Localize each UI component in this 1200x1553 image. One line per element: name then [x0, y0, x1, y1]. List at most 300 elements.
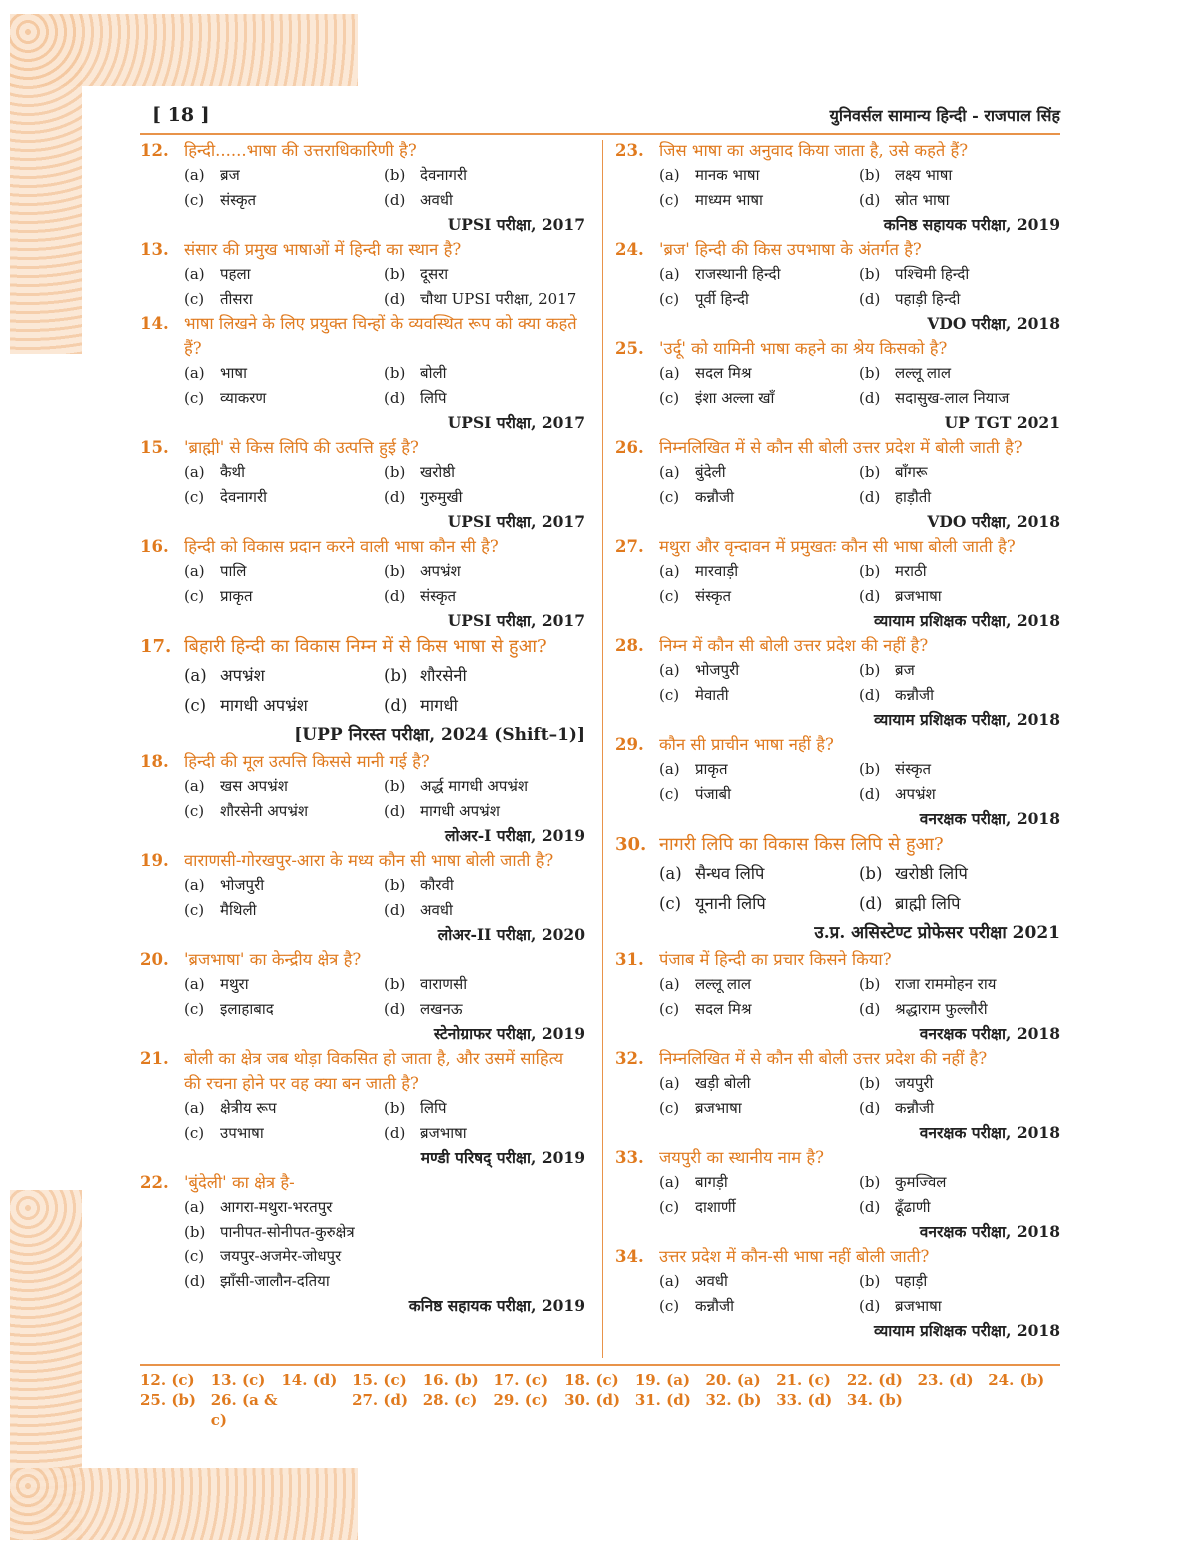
options-grid: [140, 163, 585, 212]
question-block: [615, 534, 1060, 633]
answer-item: 24. (b): [988, 1371, 1045, 1389]
option-label: (a): [659, 864, 682, 883]
option-text: तीसरा: [220, 289, 253, 308]
option-label: (c): [184, 190, 205, 209]
option-label: (d): [859, 1296, 881, 1315]
option-text: प्राकृत: [695, 760, 728, 778]
question-text: निम्नलिखित में से कौन सी बोली उत्तर प्रदेश की नहीं है?: [659, 1049, 988, 1068]
option-label: (a): [184, 1099, 205, 1117]
option: [184, 1244, 584, 1269]
option: [659, 287, 859, 312]
question-block: [615, 1145, 1060, 1244]
option-text: बुंदेली: [695, 463, 726, 481]
options-grid: [140, 1195, 585, 1293]
option: [184, 691, 384, 721]
option-label: (a): [184, 166, 205, 184]
option: [384, 898, 584, 923]
option: [659, 1195, 859, 1220]
option-text: बोली: [420, 364, 447, 382]
option-text: सदल मिश्र: [695, 999, 752, 1018]
exam-source: वनरक्षक परीक्षा, 2018: [919, 809, 1060, 828]
exam-source: UPSI परीक्षा, 2017: [447, 611, 585, 630]
option-label: (c): [659, 1098, 680, 1117]
option-text: वाराणसी: [420, 975, 468, 993]
option: [184, 972, 384, 997]
option: [384, 584, 584, 609]
option-label: (d): [384, 487, 406, 506]
question-text: नागरी लिपि का विकास किस लिपि से हुआ?: [659, 834, 944, 855]
question-number: 16.: [140, 537, 169, 556]
answer-item: 19. (a): [634, 1371, 691, 1389]
option-text: माध्यम भाषा: [695, 190, 763, 209]
option-label: (c): [659, 190, 680, 209]
exam-source: लोअर-II परीक्षा, 2020: [437, 925, 585, 944]
option: [659, 1269, 859, 1294]
question-block: [615, 1244, 1060, 1343]
question-row: [615, 1244, 1060, 1269]
exam-source: कनिष्ठ सहायक परीक्षा, 2019: [408, 1296, 585, 1315]
answer-item: 18. (c): [564, 1371, 619, 1389]
option: [384, 799, 584, 824]
option: [659, 1071, 859, 1096]
exam-source: स्टेनोग्राफर परीक्षा, 2019: [433, 1024, 585, 1043]
question-block: [615, 336, 1060, 435]
exam-source: UPSI परीक्षा, 2017: [447, 413, 585, 432]
option-label: (d): [859, 894, 883, 913]
option: [659, 460, 859, 485]
option-text: अपभ्रंश: [220, 666, 265, 685]
options-grid: [140, 262, 585, 311]
options-grid: [140, 873, 585, 922]
question-text: निम्नलिखित में से कौन सी बोली उत्तर प्रदेश में बोली जाती है?: [659, 438, 1023, 457]
answer-item: 27. (d): [352, 1391, 409, 1409]
left-column: [140, 138, 585, 1318]
option-text: यूनानी लिपि: [695, 894, 766, 913]
option: [659, 386, 859, 411]
option-text: हाड़ौती: [895, 487, 932, 506]
option-text: इलाहाबाद: [220, 999, 274, 1018]
question-number: 12.: [140, 141, 169, 160]
option-label: (d): [384, 801, 406, 820]
option: [859, 782, 1059, 807]
question-text: पंजाब में हिन्दी का प्रचार किसने किया?: [659, 950, 892, 969]
option-text: ब्रजभाषा: [895, 586, 942, 605]
question-number: 20.: [140, 950, 169, 969]
option-text: कुमज्विल: [895, 1173, 947, 1191]
question-block: [615, 732, 1060, 831]
option: [659, 584, 859, 609]
answer-rule: [140, 1364, 1060, 1366]
option-text: मागधी: [420, 696, 458, 715]
option-text: लल्लू लाल: [695, 975, 752, 993]
option-text: ब्रजभाषा: [420, 1123, 467, 1142]
option-text: लल्लू लाल: [895, 364, 952, 382]
option-text: ब्रज: [895, 661, 915, 679]
option-text: कन्नौजी: [695, 1296, 734, 1315]
option-text: खरोष्ठी: [420, 463, 456, 481]
options-grid: [615, 972, 1060, 1021]
options-grid: [615, 1269, 1060, 1318]
option: [859, 997, 1059, 1022]
option-text: संस्कृत: [420, 586, 457, 605]
option: [659, 1294, 859, 1319]
option: [859, 188, 1059, 213]
option-label: (c): [659, 487, 680, 506]
question-number: 27.: [615, 537, 644, 556]
option-label: (b): [184, 1222, 206, 1241]
question-block: [140, 534, 585, 633]
option: [384, 1121, 584, 1146]
option-label: (d): [859, 388, 881, 407]
option-text: मैथिली: [220, 900, 257, 919]
question-number: 15.: [140, 438, 169, 457]
option-text: कन्नौजी: [895, 1098, 934, 1117]
option-text: भोजपुरी: [220, 876, 265, 894]
option: [859, 559, 1059, 584]
option-label: (c): [659, 894, 682, 913]
option: [659, 361, 859, 386]
option: [184, 262, 384, 287]
option: [384, 386, 584, 411]
option: [184, 287, 384, 312]
option: [384, 972, 584, 997]
option: [859, 972, 1059, 997]
option-label: (d): [184, 1271, 206, 1290]
question-number: 17.: [140, 636, 172, 657]
option-label: (b): [859, 166, 881, 184]
option-label: (b): [384, 364, 406, 382]
option-text: देवनागरी: [420, 166, 467, 184]
answer-item: 13. (c): [210, 1371, 266, 1389]
option-text: पंजाबी: [695, 784, 731, 803]
options-grid: [140, 1096, 585, 1145]
option-text: पहाड़ी: [895, 1272, 928, 1290]
option-text: बागड़ी: [695, 1173, 728, 1191]
option-text: कौरवी: [420, 876, 454, 894]
option-label: (a): [659, 463, 680, 481]
option-text: अपभ्रंश: [420, 562, 461, 580]
option: [384, 691, 584, 721]
exam-source: वनरक्षक परीक्षा, 2018: [919, 1123, 1060, 1142]
option: [184, 799, 384, 824]
question-block: [140, 633, 585, 749]
option-text: मराठी: [895, 562, 927, 580]
question-block: [615, 435, 1060, 534]
answer-item: 17. (c): [493, 1371, 549, 1389]
answer-item: 15. (c): [352, 1371, 407, 1389]
option-label: (d): [384, 289, 406, 308]
option-text: खरोष्ठी लिपि: [895, 864, 968, 883]
option: [859, 1096, 1059, 1121]
option-label: (d): [384, 388, 406, 407]
answer-item: 29. (c): [493, 1391, 549, 1409]
option-label: (a): [184, 562, 205, 580]
answer-item: 12. (c): [140, 1371, 195, 1389]
column-divider: [602, 140, 603, 1358]
option-text: अर्द्ध मागधी अपभ्रंश: [420, 777, 529, 795]
question-row: [140, 311, 585, 361]
option-label: (d): [859, 487, 881, 506]
option: [859, 584, 1059, 609]
option-label: (b): [384, 666, 408, 685]
option-label: (a): [659, 265, 680, 283]
option-label: (b): [859, 975, 881, 993]
option: [859, 859, 1059, 889]
option-text: ढूँढाणी: [895, 1197, 931, 1216]
option: [384, 485, 584, 510]
option: [184, 997, 384, 1022]
option-text: पहाड़ी हिन्दी: [895, 289, 961, 308]
exam-source: वनरक्षक परीक्षा, 2018: [919, 1222, 1060, 1241]
option-label: (a): [659, 1173, 680, 1191]
option-label: (b): [384, 562, 406, 580]
option-label: (c): [184, 586, 205, 605]
option-label: (d): [384, 900, 406, 919]
option: [859, 1170, 1059, 1195]
question-text: 'बुंदेली' का क्षेत्र है-: [184, 1173, 295, 1192]
option-text: देवनागरी: [220, 487, 267, 506]
option-label: (a): [184, 975, 205, 993]
question-text: भाषा लिखने के लिए प्रयुक्त चिन्हों के व्यवस्थित रूप को क्या कहते हैं?: [184, 314, 577, 358]
options-grid: [140, 972, 585, 1021]
option-label: (a): [184, 364, 205, 382]
option: [859, 1071, 1059, 1096]
option: [659, 262, 859, 287]
exam-source: वनरक्षक परीक्षा, 2018: [919, 1024, 1060, 1043]
option-text: संस्कृत: [695, 586, 732, 605]
question-number: 21.: [140, 1049, 169, 1068]
question-row: [140, 947, 585, 972]
question-text: वाराणसी-गोरखपुर-आरा के मध्य कौन सी भाषा बोली जाती है?: [184, 851, 554, 870]
option: [659, 658, 859, 683]
option-label: (a): [659, 760, 680, 778]
options-grid: [615, 1071, 1060, 1120]
option: [659, 485, 859, 510]
exam-source: व्यायाम प्रशिक्षक परीक्षा, 2018: [874, 1321, 1060, 1340]
header-rule: [140, 133, 1060, 135]
question-number: 29.: [615, 735, 644, 754]
question-text: 'ब्राह्मी' से किस लिपि की उत्पत्ति हुई है?: [184, 438, 419, 457]
option-label: (a): [659, 1074, 680, 1092]
option: [184, 163, 384, 188]
option-text: मागधी अपभ्रंश: [420, 801, 500, 820]
question-text: जयपुरी का स्थानीय नाम है?: [659, 1148, 824, 1167]
option: [859, 163, 1059, 188]
option-label: (c): [659, 388, 680, 407]
option-label: (c): [184, 289, 205, 308]
option-label: (c): [659, 685, 680, 704]
question-row: [615, 633, 1060, 658]
question-row: [615, 947, 1060, 972]
option: [184, 1121, 384, 1146]
question-block: [140, 947, 585, 1046]
option-label: (b): [384, 777, 406, 795]
question-text: जिस भाषा का अनुवाद किया जाता है, उसे कहते हैं?: [659, 141, 969, 160]
option-label: (b): [384, 1099, 406, 1117]
option: [384, 287, 584, 312]
exam-source: UPSI परीक्षा, 2017: [447, 512, 585, 531]
question-text: मथुरा और वृन्दावन में प्रमुखतः कौन सी भाषा बोली जाती है?: [659, 537, 1016, 556]
page-number: [ 18 ]: [152, 104, 210, 126]
options-grid: [140, 774, 585, 823]
question-text: उत्तर प्रदेश में कौन-सी भाषा नहीं बोली जाती?: [659, 1247, 930, 1266]
question-row: [615, 138, 1060, 163]
exam-source: VDO परीक्षा, 2018: [927, 512, 1060, 531]
option-text: संस्कृत: [220, 190, 257, 209]
option-text: मागधी अपभ्रंश: [220, 696, 308, 715]
option-text: सदल मिश्र: [695, 364, 752, 382]
option: [184, 774, 384, 799]
question-block: [140, 435, 585, 534]
options-grid: [615, 1170, 1060, 1219]
option-text: पश्चिमी हिन्दी: [895, 265, 970, 283]
question-row: [615, 336, 1060, 361]
option-label: (b): [859, 1074, 881, 1092]
question-number: 24.: [615, 240, 644, 259]
option: [384, 188, 584, 213]
option: [384, 1096, 584, 1121]
question-text: 'ब्रजभाषा' का केन्द्रीय क्षेत्र है?: [184, 950, 362, 969]
option-text: अवधी: [420, 190, 453, 209]
option: [184, 873, 384, 898]
option-label: (a): [659, 975, 680, 993]
option: [184, 661, 384, 691]
option: [184, 1269, 584, 1294]
option-text: ब्रजभाषा: [895, 1296, 942, 1315]
option: [184, 1220, 584, 1245]
question-number: 30.: [615, 834, 647, 855]
ornament-left-top: [10, 14, 82, 354]
option: [659, 163, 859, 188]
option-text: पूर्वी हिन्दी: [695, 289, 749, 308]
option: [659, 1170, 859, 1195]
question-text: संसार की प्रमुख भाषाओं में हिन्दी का स्थान है?: [184, 240, 462, 259]
answer-item: 25. (b): [140, 1391, 197, 1409]
question-block: [615, 831, 1060, 947]
option-label: (c): [184, 1123, 205, 1142]
option: [184, 1195, 584, 1220]
question-row: [140, 534, 585, 559]
exam-source: UPSI परीक्षा, 2017: [447, 215, 585, 234]
option: [184, 386, 384, 411]
option: [384, 997, 584, 1022]
options-grid: [140, 559, 585, 608]
question-number: 34.: [615, 1247, 644, 1266]
option-text: अवधी: [695, 1272, 728, 1290]
answer-item: 30. (d): [564, 1391, 621, 1409]
exam-source: [UPP निरस्त परीक्षा, 2024 (Shift–1)]: [294, 725, 585, 745]
answer-item: 32. (b): [705, 1391, 762, 1409]
option-label: (a): [184, 1198, 205, 1216]
question-number: 19.: [140, 851, 169, 870]
option-label: (b): [859, 265, 881, 283]
option-text: इंशा अल्ला खाँ: [695, 388, 775, 407]
question-row: [140, 749, 585, 774]
option-label: (d): [384, 1123, 406, 1142]
question-row: [140, 1170, 585, 1195]
option-text: राजस्थानी हिन्दी: [695, 265, 781, 283]
option-text: ब्रजभाषा: [695, 1098, 742, 1117]
option-label: (b): [384, 463, 406, 481]
question-text: हिन्दी......भाषा की उत्तराधिकारिणी है?: [184, 141, 417, 160]
question-number: 23.: [615, 141, 644, 160]
option: [859, 485, 1059, 510]
option-label: (b): [859, 562, 881, 580]
option-text: पालि: [220, 562, 247, 580]
option-text: सदासुख-लाल नियाज: [895, 388, 1010, 407]
option-text: चौथा UPSI परीक्षा, 2017: [420, 289, 577, 308]
answer-key: [140, 1370, 1060, 1430]
option-label: (d): [859, 999, 881, 1018]
question-row: [615, 534, 1060, 559]
option: [859, 1269, 1059, 1294]
option: [184, 584, 384, 609]
question-block: [615, 947, 1060, 1046]
option-label: (a): [184, 777, 205, 795]
question-number: 25.: [615, 339, 644, 358]
option-text: लखनऊ: [420, 999, 463, 1018]
option-label: (d): [859, 586, 881, 605]
question-number: 13.: [140, 240, 169, 259]
option: [859, 658, 1059, 683]
option: [859, 287, 1059, 312]
question-row: [615, 1046, 1060, 1071]
option-label: (d): [859, 685, 881, 704]
option-label: (b): [859, 760, 881, 778]
option-label: (b): [859, 364, 881, 382]
exam-source: VDO परीक्षा, 2018: [927, 314, 1060, 333]
option-text: अवधी: [420, 900, 453, 919]
option-label: (a): [659, 562, 680, 580]
option-label: (c): [659, 1296, 680, 1315]
question-number: 18.: [140, 752, 169, 771]
option: [859, 757, 1059, 782]
option-label: (c): [184, 801, 205, 820]
exam-source: व्यायाम प्रशिक्षक परीक्षा, 2018: [874, 710, 1060, 729]
option-text: ब्राह्मी लिपि: [895, 894, 961, 913]
option-label: (c): [659, 586, 680, 605]
option: [384, 460, 584, 485]
question-text: हिन्दी को विकास प्रदान करने वाली भाषा कौन सी है?: [184, 537, 499, 556]
option: [859, 361, 1059, 386]
option-text: खस अपभ्रंश: [220, 777, 288, 795]
option-label: (b): [859, 1272, 881, 1290]
option-label: (a): [659, 364, 680, 382]
question-text: हिन्दी की मूल उत्पत्ति किससे मानी गई है?: [184, 752, 430, 771]
option-label: (d): [384, 586, 406, 605]
options-grid: [615, 361, 1060, 410]
option-text: क्षेत्रीय रूप: [220, 1099, 277, 1117]
option: [659, 859, 859, 889]
option: [184, 361, 384, 386]
exam-source: UP TGT 2021: [944, 413, 1060, 432]
option: [384, 361, 584, 386]
answer-item: 28. (c): [422, 1391, 478, 1409]
option: [384, 163, 584, 188]
option-text: स्रोत भाषा: [895, 190, 950, 209]
question-block: [140, 848, 585, 947]
option-text: सैन्धव लिपि: [695, 864, 765, 883]
option-text: जयपुर-अजमेर-जोधपुर: [220, 1247, 342, 1265]
option-label: (d): [859, 289, 881, 308]
question-text: 'उर्दू' को यामिनी भाषा कहने का श्रेय किसको है?: [659, 339, 948, 358]
option-label: (a): [184, 463, 205, 481]
option: [659, 683, 859, 708]
options-grid: [615, 658, 1060, 707]
option: [184, 898, 384, 923]
option-label: (b): [384, 265, 406, 283]
question-number: 26.: [615, 438, 644, 457]
